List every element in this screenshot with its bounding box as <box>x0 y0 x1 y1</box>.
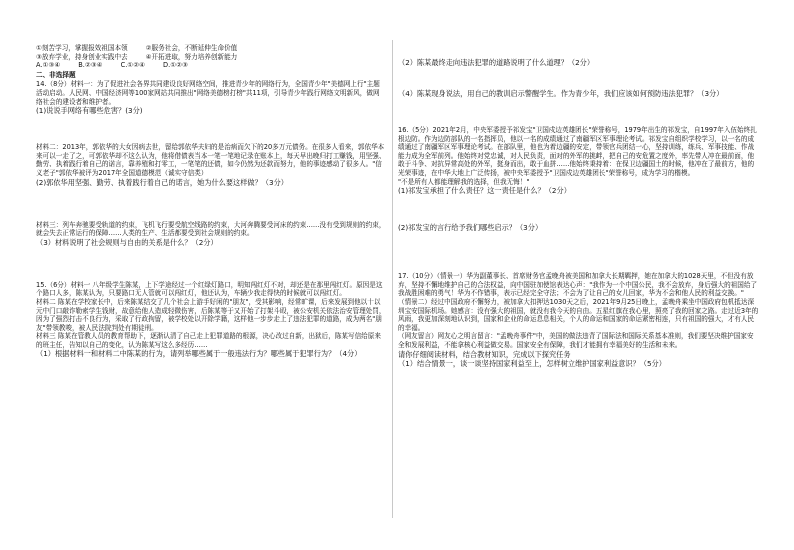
q17-task-intro: 请你仔细阅读材料，结合教材知识，完成以下探究任务 <box>398 349 571 359</box>
q15-sub3: （4）陈某现身说法，用自己的教训启示警醒学生。作为青少年，我们应该如何预防违法犯罪？（3分） <box>398 89 724 98</box>
left-column <box>36 44 386 358</box>
choice-d: D.①②③ <box>163 61 188 70</box>
answer-space <box>398 98 760 126</box>
options-row-1 <box>36 44 386 53</box>
q14-intro: 14.（8分）材料一：为了促进社会各界共同建设良好网络空间，推进青少年的网络行为，全国青少年"美德网上行"主题活动启动。人民网、中国经济网等100家网站共同推出"网络美德榜打榜"共11项，引导青少年践行网络文明新风，做网络社会的建设者和维护者。 <box>36 80 380 106</box>
answer-space <box>398 67 760 89</box>
answer-space <box>36 247 386 281</box>
q17-intro: 17.（10分）（情景一）华为副董事长、首席财务官孟晚舟被美国和加拿大长期羁押，她在加拿大的1028天里，不但没有放弃，坚持不懈地维护自己的合法权益，向中国驻加使馆表达心声："我作为一个中国公民，我不会放弃，身后强大的祖国给了我战胜困难的勇气！华为不作错事，表示已经完全守法；不会为了让自己的女儿回家，华为不会和他人民的利益交换。" <box>398 272 758 298</box>
q14-sub1: (1)说说手网络有哪些危害？(3分) <box>36 106 143 116</box>
choice-c: C.①②④ <box>120 61 146 70</box>
answer-space <box>36 187 386 221</box>
q15-material3: 材料三 陈某在管教人员的教育帮助下，逐渐认清了自己走上犯罪道路的根源，决心改过自新，出狱后，陈某写信给原来的班主任，告知以自己的变化，认为陈某写这么多经历…… <box>36 332 381 349</box>
q17-sub1: （1）结合情景一，谈一谈坚持国家利益至上，怎样树立维护国家利益意识？（5分） <box>398 358 666 368</box>
options-row-2 <box>36 53 386 62</box>
answer-space <box>36 115 386 143</box>
column-divider <box>392 40 393 518</box>
choice-b: B.②③④ <box>78 61 103 70</box>
q16-sub1: (1)祁发宝承担了什么责任？这一责任是什么？（2分） <box>398 186 571 196</box>
section-title: 二、非选择题 <box>36 70 76 79</box>
q14-sub3: （3）材料说明了社会规则与自由的关系是什么？（2分） <box>36 237 218 247</box>
q15-material2: 材料二 陈某在学校家长中，后来陈某结交了几个社会上游手好闲的"朋友"，受其影响，经常旷课，后来发展到他以十以元中门口敲诈勒索学生钱财，故意给他人造成轻微伤害，后陈某等于又开始了打架斗殴，被公安机关依法治安管理处罚，因为了强烈打击不良行为，采取了行政拘留，被学校处以开除学籍，这样他一步步走上了违法犯罪的道路，成为两名"朋友"带领教唆，被人民法院判处有期徒刑。 <box>36 297 386 332</box>
q14-material2: 材料二：2013年，郭依华的大女因病去世，留给郭依华夫妇的是治病而欠下的20多万元债务。在很多人看来，郭依华本来可以一走了之，可郭依华却不这么认为，他将借债表当本一笔一笔地记录在账本上，每天早出晚归打工赚钱，用坚强、勤劳、执着践行着自己的诺言，靠养殖和打零工，一笔笔的还债，如今仍然为还款而努力，他的事迹感动了很多人。"信义老子"郭依华被评为2017年全国道德模范（诚实守信类） <box>36 143 386 177</box>
choices-row <box>36 61 386 70</box>
q17-netizen: （网友留言）网友心之明言留言："孟晚舟事件"中，美国的做法违背了国际法和国际关系基本准则，我们要坚决维护国家安全和发展利益，不能拿核心利益做交易。国家安全有保障，我们才能拥有幸福美好的生活和未来。 <box>398 332 754 349</box>
q14-material3: 材料三：列车奔驰要受轨道的约束，飞机飞行要受航空线路的约束，大河奔腾要受河床的约束……没有受到规则的约束，就会失去正常运行的保障……人类的生产、生活都要受到社会规则的约束。 <box>36 220 386 238</box>
q15-intro: 15.（6分）材料一 八年级学生陈某，上下学途经过一个红绿灯路口，明知闯红灯不对，却还是在那里闯红灯。原因是这个路口人多，陈某认为，只要路口无人管就可以闯红灯，他还认为，车辆少我走得快的时候就可以闯红灯。 <box>36 280 383 298</box>
q15-sub1: （1）根据材料一和材料二中陈某的行为，请列举哪些属于一般违法行为？哪些属于犯罪行为？（4分） <box>36 349 362 359</box>
q16-quote: "不是所有人都能理解我的选择，但我无悔！" <box>398 177 530 186</box>
option-1: ①刻苦学习，掌握报效祖国本领 <box>36 44 128 52</box>
right-column <box>398 44 760 368</box>
option-4: ④开拓进取，努力培养创新能力 <box>145 52 238 61</box>
q15-sub2: （2）陈某最终走向违法犯罪的道路说明了什么道理？（2分） <box>398 58 595 67</box>
q16-intro: 16.（5分）2021年2月，中央军委授予祁发宝"卫国戍边英雄团长"荣誉称号，1979年出生的祁发宝，自1997年入伍始终扎根边防。作为边防部队的一名指挥员，他以一名的成绩通过了南疆军区军事理论考试。祁发宝自组织学校学习，以一名的成绩通过了南疆军区军事理论考试。在部队里，他也为着边疆的安定，带领官兵团结一心，坚持训练，练兵、军事技能、作战能力成为全军前列。他始终对党忠诚，对人民负责，面对的外军的挑衅，把自己的安危置之度外，率先带人冲在最前面，他敢于斗争、对抗异常高处的外军，挺身而出，敢于血拼……他始终秉持着：在保卫边疆国土的时候，他冲在了最前方，他的光荣事迹，在中华大地上广泛传扬，被中央军委授予"卫国戍边英雄团长"荣誉称号，成为学习的楷模。 <box>398 126 757 177</box>
choice-a: A.①③④ <box>36 61 61 70</box>
q14-sub2: (2)郭依华用坚强、勤劳、执着践行着自己的诺言，她为什么要这样做？（3分） <box>36 177 288 187</box>
q17-scenario2: （情景二）经过中国政府不懈努力，被加拿大扣押达1030天之后，2021年9月25日晚上，孟晚舟乘坐中国政府包机抵达深圳宝安国际机场。她感言：没有强大的祖国，就没有我今天的自由。五星红旗在我心里，照亮了我的回家之路。走过近3年的风雨，我更加深刻地认识到，国家和企业的命运息息相关，个人的命运和国家的命运紧密相连，只有祖国的强大，才有人民的幸福。 <box>398 297 759 332</box>
answer-space <box>398 232 760 272</box>
q16-sub2: (2)祁发宝的言行给予我们哪些启示？（3分） <box>398 223 543 233</box>
answer-space <box>398 195 760 223</box>
option-3: ③放弃学业，持身创业实践中去 <box>36 52 128 61</box>
option-2: ②服务社会，不断延伸生命价值 <box>145 44 238 52</box>
